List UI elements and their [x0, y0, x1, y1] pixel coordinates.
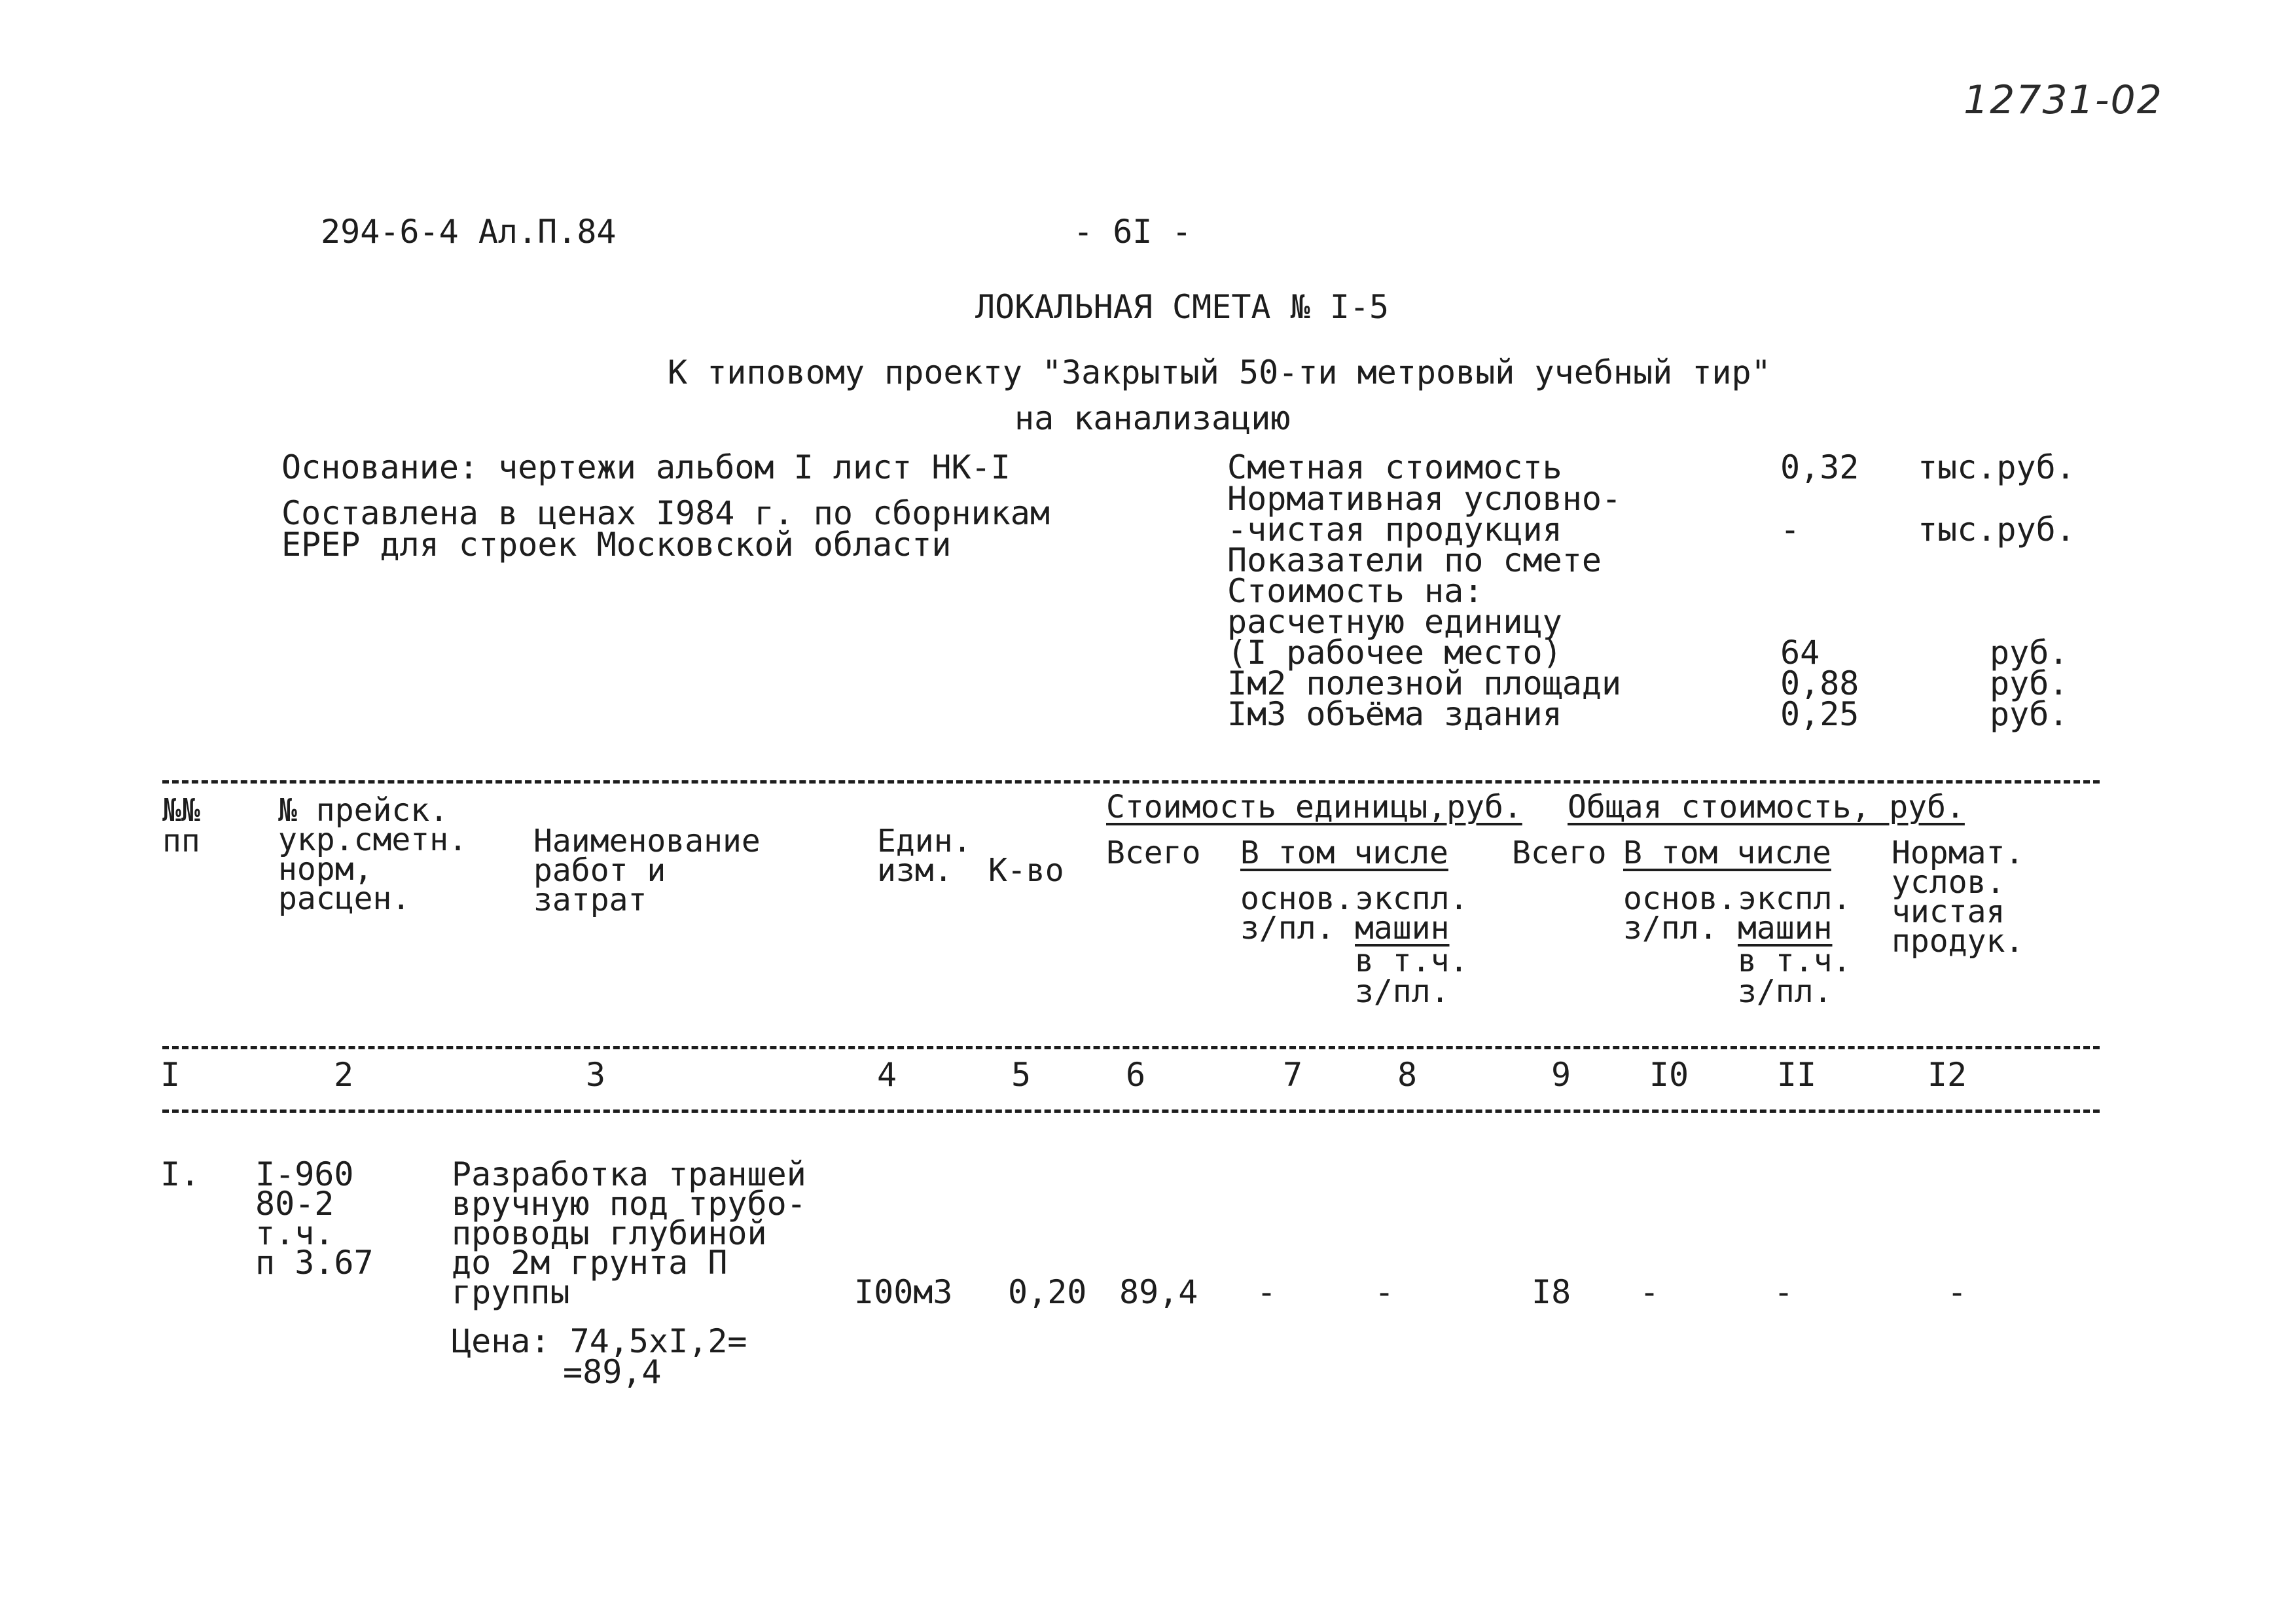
header-unit-machine-line1: экспл. [1355, 880, 1469, 917]
row-unit: I00м3 [854, 1273, 953, 1311]
header-price-line3: норм, [278, 851, 373, 888]
header-number-line1: №№ [162, 792, 200, 829]
row-calc-line2: =89,4 [563, 1353, 662, 1391]
header-name-line3: затрат [533, 882, 647, 918]
header-norm-line2: услов. [1892, 864, 2005, 901]
normative-product-label-line1: Нормативная условно- [1227, 480, 1622, 518]
row-total-machine: - [1774, 1273, 1794, 1311]
row-price-line4: п 3.67 [255, 1244, 374, 1282]
row-quantity: 0,20 [1008, 1273, 1087, 1311]
archive-number: 12731-02 [1964, 77, 2163, 123]
column-number: 5 [1011, 1056, 1031, 1094]
header-name-line1: Наименование [533, 823, 761, 859]
column-number: I [160, 1056, 181, 1094]
header-unit-machine-line3: в т.ч. [1355, 943, 1469, 979]
cost-per-label: Стоимость на: [1227, 572, 1484, 610]
header-price-line2: укр.сметн. [278, 821, 467, 858]
row-price-line1: I-960 [255, 1155, 354, 1193]
area-unit: руб. [1990, 664, 2069, 702]
header-total-machine-line3: в т.ч. [1738, 943, 1852, 979]
header-norm-line4: продук. [1892, 923, 2024, 960]
volume-value: 0,25 [1780, 695, 1859, 733]
header-total-machine-line4: з/пл. [1738, 973, 1833, 1010]
calc-unit-label-line2: (I рабочее место) [1227, 634, 1562, 672]
row-name-line1: Разработка траншей [452, 1155, 806, 1193]
row-name-line3: проводы глубиной [452, 1214, 767, 1252]
row-total: I8 [1532, 1273, 1571, 1311]
estimated-cost-unit: тыс.руб. [1918, 448, 2075, 486]
row-price-line2: 80-2 [255, 1185, 334, 1223]
row-name-line5: группы [452, 1273, 570, 1311]
header-unit-base-line2: з/пл. [1240, 910, 1335, 947]
column-numbers-rule [162, 1110, 2100, 1113]
header-number-line2: пп [162, 823, 200, 859]
row-total-base: - [1640, 1273, 1660, 1311]
normative-product-value: - [1780, 511, 1801, 549]
volume-label: Iм3 объёма здания [1227, 695, 1562, 733]
column-number: 7 [1282, 1056, 1303, 1094]
row-number: I. [160, 1155, 200, 1193]
composed-text-line1: Составлена в ценах I984 г. по сборникам [281, 494, 1050, 532]
calc-unit-value: 64 [1780, 634, 1820, 672]
area-label: Iм2 полезной площади [1227, 664, 1622, 702]
row-norm: - [1947, 1273, 1967, 1311]
header-total-machine-line1: экспл. [1738, 880, 1852, 917]
header-norm-line1: Нормат. [1892, 835, 2024, 871]
header-total-machine-line2: машин [1738, 910, 1833, 947]
header-unit-line1: Един. [877, 823, 972, 859]
estimated-cost-value: 0,32 [1780, 448, 1859, 486]
column-number: 9 [1551, 1056, 1571, 1094]
column-number: 4 [876, 1056, 897, 1094]
header-norm-line3: чистая [1892, 893, 2005, 930]
document-code: 294-6-4 Ал.П.84 [321, 213, 617, 251]
header-unit-base-line1: основ. [1240, 880, 1354, 917]
composed-text-line2: ЕРЕР для строек Московской области [281, 526, 952, 564]
page-number: - 6I - [1073, 213, 1192, 251]
row-unit-base: - [1257, 1273, 1277, 1311]
header-total-base-line2: з/пл. [1623, 910, 1718, 947]
normative-product-unit: тыс.руб. [1918, 511, 2075, 549]
header-quantity: К-во [988, 852, 1064, 889]
table-top-rule [162, 780, 2100, 784]
header-price-line1: № прейск. [278, 792, 449, 829]
column-number: II [1776, 1056, 1817, 1094]
column-number: 6 [1125, 1056, 1146, 1094]
column-number: 3 [585, 1056, 606, 1094]
area-value: 0,88 [1780, 664, 1859, 702]
indicators-label: Показатели по смете [1227, 541, 1602, 579]
row-name-line2: вручную под трубо- [452, 1185, 806, 1223]
column-number: I2 [1927, 1056, 1967, 1094]
header-price-line4: расцен. [278, 880, 411, 917]
estimated-cost-label: Сметная стоимость [1227, 448, 1562, 486]
subtitle-section: на канализацию [1014, 399, 1291, 437]
header-total-cost: Общая стоимость, руб. [1568, 789, 1965, 825]
header-unit-line2: изм. [877, 852, 953, 889]
row-name-line4: до 2м грунта П [452, 1244, 728, 1282]
header-total-all: Всего [1512, 835, 1607, 871]
header-unit-machine-line4: з/пл. [1355, 973, 1450, 1010]
calc-unit-label-line1: расчетную единицу [1227, 603, 1562, 641]
column-number: 8 [1397, 1056, 1418, 1094]
header-unit-including: В том числе [1240, 835, 1448, 871]
page-title: ЛОКАЛЬНАЯ СМЕТА № I-5 [975, 288, 1390, 326]
header-unit-machine-line2: машин [1355, 910, 1450, 947]
basis-text: Основание: чертежи альбом I лист НК-I [281, 448, 1011, 486]
header-total-base-line1: основ. [1623, 880, 1737, 917]
row-calc-line1: Цена: 74,5хI,2= [452, 1322, 747, 1360]
normative-product-label-line2: -чистая продукция [1227, 511, 1562, 549]
row-price-line3: т.ч. [255, 1214, 334, 1252]
header-name-line2: работ и [533, 852, 666, 889]
volume-unit: руб. [1990, 695, 2069, 733]
header-unit-all: Всего [1106, 835, 1201, 871]
row-unit-total: 89,4 [1119, 1273, 1198, 1311]
subtitle-project: К типовому проекту "Закрытый 50-ти метровый учебный тир" [668, 353, 1771, 391]
header-total-including: В том числе [1623, 835, 1831, 871]
header-unit-cost: Стоимость единицы,руб. [1106, 789, 1522, 825]
column-number: 2 [333, 1056, 354, 1094]
row-unit-machine: - [1374, 1273, 1395, 1311]
header-bottom-rule [162, 1046, 2100, 1049]
column-number: I0 [1649, 1056, 1689, 1094]
calc-unit-unit: руб. [1990, 634, 2069, 672]
